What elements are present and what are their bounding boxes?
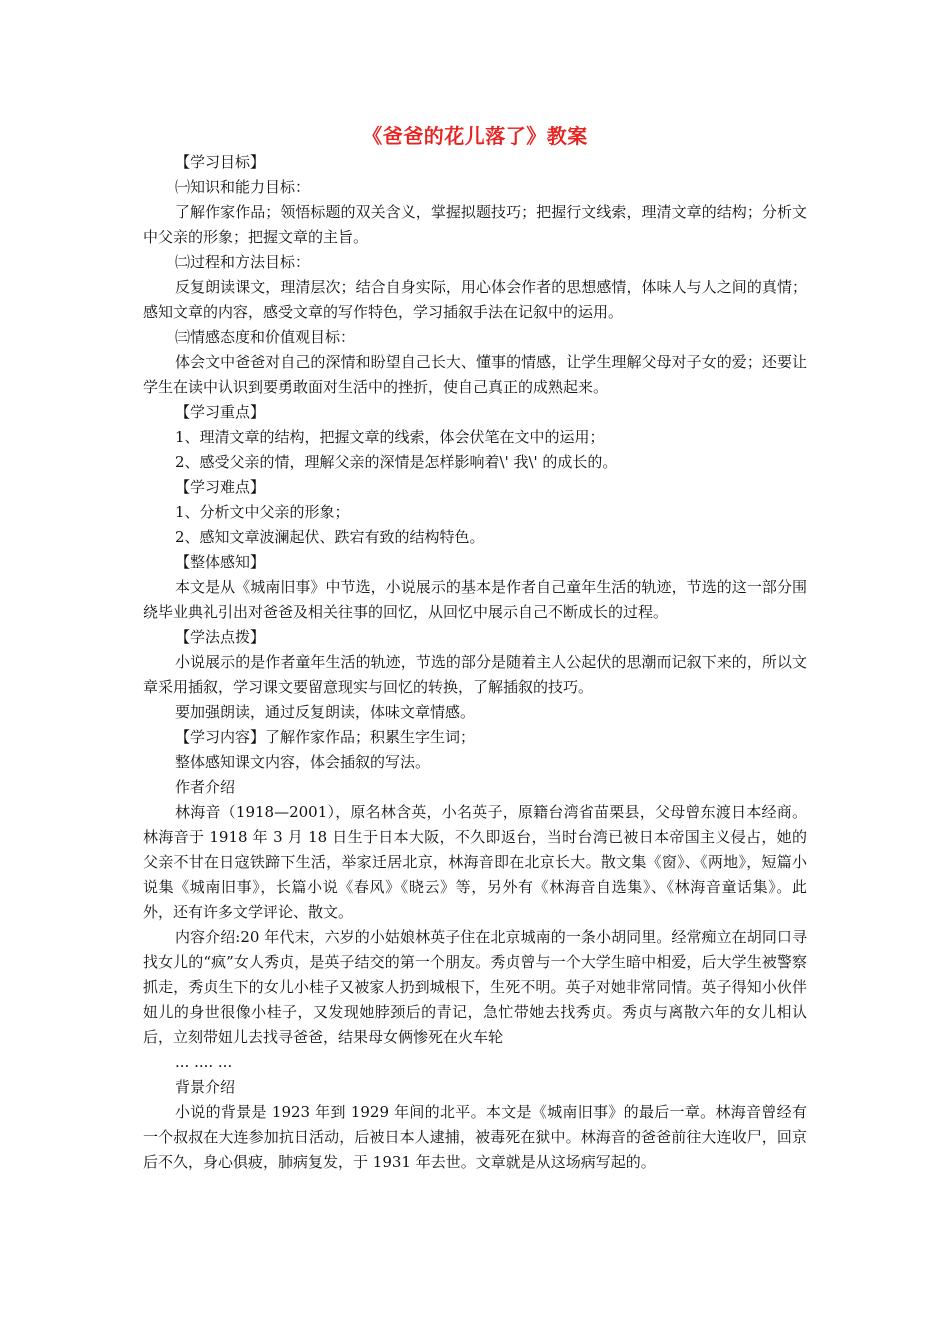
subheading-process-goals: ㈡过程和方法目标： <box>175 253 311 271</box>
list-item-difficulty-2: 2、感知文章波澜起伏、跌宕有致的结构特色。 <box>175 528 485 546</box>
section-heading-method-tips: 【学法点拨】 <box>175 628 266 646</box>
paragraph-knowledge-goals: 了解作家作品；领悟标题的双关含义，掌握拟题技巧；把握行文线索，理清文章的结构；分析文中父亲的形象；把握文章的主旨。 <box>143 203 807 246</box>
ellipsis: ... .... ... <box>175 1053 233 1071</box>
paragraph-method-tips: 小说展示的是作者童年生活的轨迹，节选的部分是随着主人公起伏的思潮而记叙下来的，所以文章采用插叙，学习课文要留意现实与回忆的转换，了解插叙的技巧。 <box>143 653 807 696</box>
paragraph-background-intro: 小说的背景是 1923 年到 1929 年间的北平。本文是《城南旧事》的最后一章。林海音曾经有一个叔叔在大连参加抗日活动，后被日本人逮捕，被毒死在狱中。林海音的爸爸前往大连收尸，回京后不久，身心俱疲，肺病复发，于 1931 年去世。文章就是从这场病写起的。 <box>143 1103 807 1171</box>
section-heading-difficulties: 【学习难点】 <box>175 478 266 496</box>
document-title: 《爸爸的花儿落了》教案 <box>362 124 588 148</box>
document-body <box>143 150 807 1175</box>
paragraph-reading-advice: 要加强朗读，通过反复朗读，体味文章情感。 <box>175 703 476 721</box>
list-item-difficulty-1: 1、分析文中父亲的形象； <box>175 503 350 521</box>
section-heading-learning-goals: 【学习目标】 <box>175 153 266 171</box>
subheading-author-intro: 作者介绍 <box>175 778 236 796</box>
paragraph-learning-content: 整体感知课文内容，体会插叙的写法。 <box>175 753 431 771</box>
section-heading-learning-content: 【学习内容】了解作家作品；积累生字生词； <box>175 728 476 746</box>
paragraph-overall-perception: 本文是从《城南旧事》中节选，小说展示的基本是作者自己童年生活的轨迹，节选的这一部分围绕毕业典礼引出对爸爸及相关往事的回忆，从回忆中展示自己不断成长的过程。 <box>143 578 807 621</box>
section-heading-overall-perception: 【整体感知】 <box>175 553 266 571</box>
subheading-background-intro: 背景介绍 <box>175 1078 236 1096</box>
paragraph-content-intro: 内容介绍:20 年代末，六岁的小姑娘林英子住在北京城南的一条小胡同里。经常痴立在胡同口寻找女儿的“疯”女人秀贞，是英子结交的第一个朋友。秀贞曾与一个大学生暗中相爱，后大学生被警察抓走，秀贞生下的女儿小桂子又被家人扔到城根下，生死不明。英子对她非常同情。英子得知小伙伴妞儿的身世很像小桂子，又发现她脖颈后的青记，急忙带她去找秀贞。秀贞与离散六年的女儿相认后，立刻带妞儿去找寻爸爸，结果母女俩惨死在火车轮 <box>143 928 807 1046</box>
subheading-emotion-goals: ㈢情感态度和价值观目标： <box>175 328 356 346</box>
paragraph-process-goals: 反复朗读课文，理清层次；结合自身实际，用心体会作者的思想感情，体味人与人之间的真情；感知文章的内容，感受文章的写作特色，学习插叙手法在记叙中的运用。 <box>143 278 807 321</box>
paragraph-emotion-goals: 体会文中爸爸对自己的深情和盼望自己长大、懂事的情感，让学生理解父母对子女的爱；还要让学生在读中认识到要勇敢面对生活中的挫折，使自己真正的成熟起来。 <box>143 353 807 396</box>
list-item-key-point-2: 2、感受父亲的情，理解父亲的深情是怎样影响着\' 我\' 的成长的。 <box>175 453 618 471</box>
section-heading-key-points: 【学习重点】 <box>175 403 266 421</box>
paragraph-author-intro: 林海音（1918—2001），原名林含英，小名英子，原籍台湾省苗栗县，父母曾东渡日本经商。林海音于 1918 年 3 月 18 日生于日本大阪，不久即返台，当时台湾已被日本帝国主义侵占，她的父亲不甘在日寇铁蹄下生活，举家迁居北京，林海音即在北京长大。散文集《窗》、《两地》，短篇小说集《城南旧事》，长篇小说《春风》《晓云》等，另外有《林海音自选集》、《林海音童话集》。此外，还有许多文学评论、散文。 <box>143 803 807 921</box>
list-item-key-point-1: 1、理清文章的结构，把握文章的线索，体会伏笔在文中的运用； <box>175 428 605 446</box>
subheading-knowledge-goals: ㈠知识和能力目标： <box>175 178 311 196</box>
